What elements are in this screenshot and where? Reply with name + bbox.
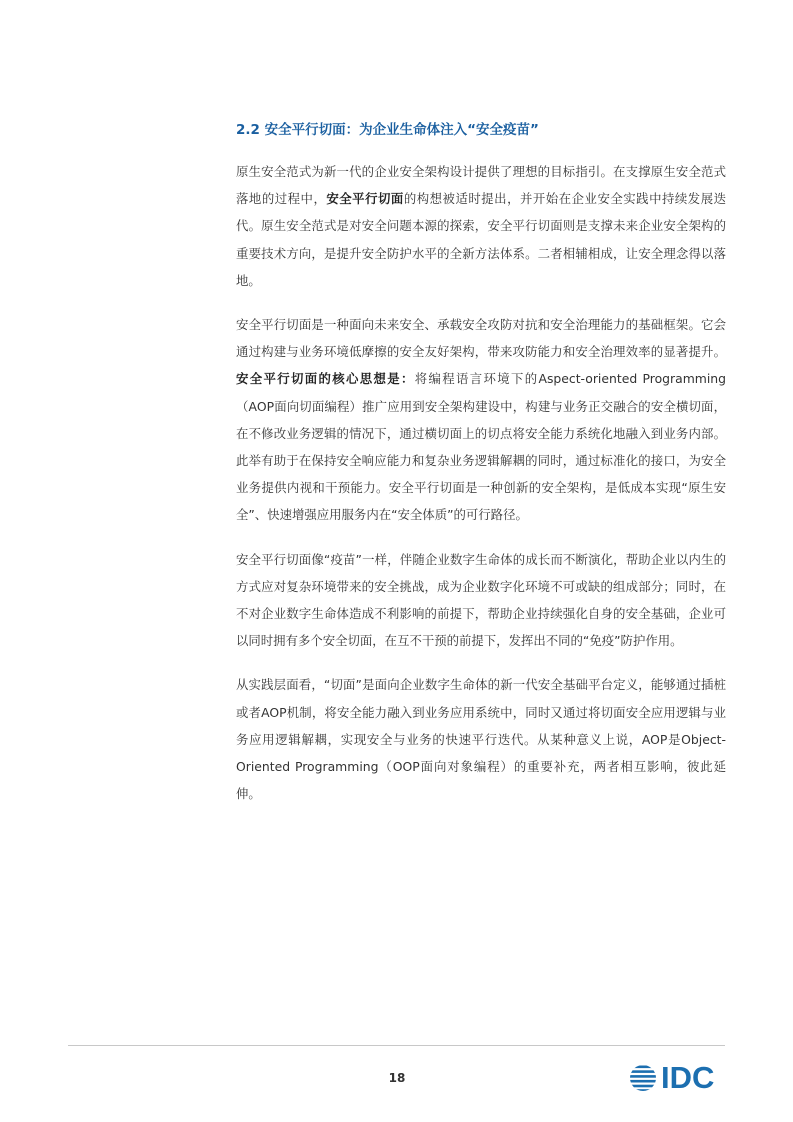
idc-logo [628, 1060, 728, 1096]
paragraph-text: 将编程语言环境下的Aspect-oriented Programming（AOP面向切面编程）推广应用到安全架构建设中，构建与业务正交融合的安全横切面，在不修改业务逻辑的情况下，通过横切面上的切点将安全能力系统化地融入到业务内部。此举有助于在保持安全响应能力和复杂业务逻辑解耦的同时，通过标准化的接口，为安全业务提供内视和干预能力。安全平行切面是一种创新的安全架构，是低成本实现“原生安全”、快速增强应用服务内在“安全体质”的可行路径。 [236, 371, 727, 523]
paragraph-text: 安全平行切面是一种面向未来安全、承载安全攻防对抗和安全治理能力的基础框架。它会通过构建与业务环境低摩擦的安全友好架构，带来攻防能力和安全治理效率的显著提升。 [236, 317, 726, 360]
paragraph-text: 原生安全范式为新一代的企业安全架构设计提供了理想的目标指引。在支撑原生安全范式落地的过程中， [236, 164, 726, 207]
globe-logo-icon [628, 1063, 658, 1093]
page-number: 18 [388, 1071, 406, 1085]
paragraph-text: 安全平行切面像“疫苗”一样，伴随企业数字生命体的成长而不断演化，帮助企业以内生的方式应对复杂环境带来的安全挑战，成为企业数字化环境不可或缺的组成部分；同时，在不对企业数字生命体造成不利影响的前提下，帮助企业持续强化自身的安全基础，企业可以同时拥有多个安全切面，在互不干预的前提下，发挥出不同的“免疫”防护作用。 [236, 551, 726, 649]
paragraph-3 [236, 546, 726, 655]
main-content [236, 120, 726, 824]
paragraph-text: 从实践层面看，“切面”是面向企业数字生命体的新一代安全基础平台定义，能够通过插桩或者AOP机制，将安全能力融入到业务应用系统中，同时又通过将切面安全应用逻辑与业务应用逻辑解耦，实现安全与业务的快速平行迭代。从某种意义上说，AOP是Object-Oriented Programming（OOP面向对象编程）的重要补充，两者相互影响，彼此延伸。 [236, 677, 726, 802]
paragraph-2 [236, 311, 726, 529]
emphasis-text: 安全平行切面的核心思想是： [236, 371, 415, 387]
paragraph-text: 的构想被适时提出，并开始在企业安全实践中持续发展迭代。原生安全范式是对安全问题本源的探索，安全平行切面则是支撑未来企业安全架构的重要技术方向，是提升安全防护水平的全新方法体系。二者相辅相成，让安全理念得以落地。 [236, 191, 727, 288]
emphasis-text: 安全平行切面 [326, 191, 404, 207]
logo-text: IDC [661, 1060, 715, 1095]
footer-divider [68, 1045, 725, 1046]
paragraph-4 [236, 671, 726, 807]
paragraph-1 [236, 158, 726, 294]
section-heading: 2.2 安全平行切面：为企业生命体注入“安全疫苗” [236, 122, 539, 138]
